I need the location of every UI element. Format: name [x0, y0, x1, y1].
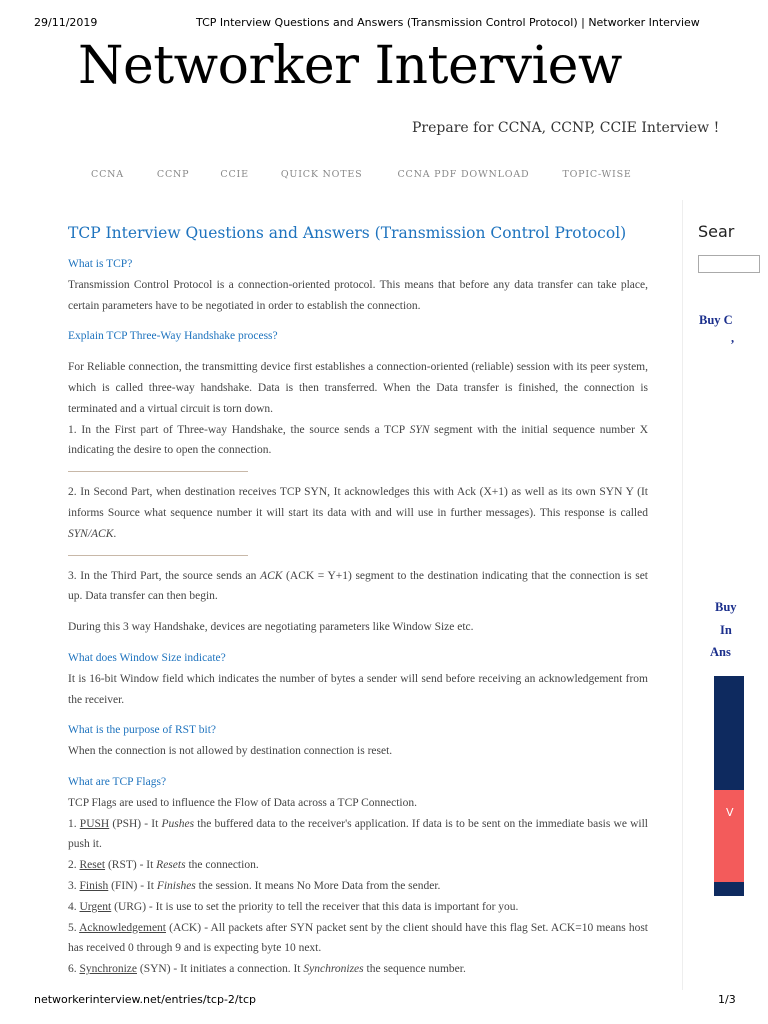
sidebar-buy-link-cont[interactable]: , — [731, 331, 735, 345]
sidebar-book-link-line3[interactable]: Ans — [710, 645, 731, 659]
divider — [68, 555, 248, 556]
flag-item: 5. Acknowledgement (ACK) - All packets after SYN packet sent by the client should have this flag Set. ACK=10 means host has received 0 through 9 and is expecting byte 10 next. — [68, 921, 648, 955]
search-input[interactable] — [698, 255, 760, 273]
nav-item-quick-notes[interactable]: QUICK NOTES — [280, 169, 363, 180]
sidebar-book-link[interactable]: Buy — [715, 600, 737, 614]
sidebar-ad-banner[interactable] — [714, 676, 744, 896]
sidebar-book-link-line2[interactable]: In — [720, 623, 732, 637]
flag-item: 2. Reset (RST) - It Resets the connection. — [68, 859, 259, 872]
flag-item: 6. Synchronize (SYN) - It initiates a connection. It Synchronizes the sequence number. — [68, 963, 466, 976]
question-window-size: What does Window Size indicate? — [68, 651, 226, 664]
nav-item-ccie[interactable]: CCIE — [220, 169, 249, 180]
nav-item-ccna-pdf-download[interactable]: CCNA PDF DOWNLOAD — [397, 169, 530, 180]
answer-rst-bit: When the connection is not allowed by destination connection is reset. — [68, 745, 393, 758]
print-page-number: 1/3 — [718, 993, 736, 1006]
question-three-way-handshake: Explain TCP Three-Way Handshake process? — [68, 330, 278, 343]
handshake-note: During this 3 way Handshake, devices are negotiating parameters like Window Size etc. — [68, 621, 474, 634]
search-heading: Sear — [698, 222, 735, 241]
question-what-is-tcp: What is TCP? — [68, 258, 133, 270]
print-date: 29/11/2019 — [34, 16, 98, 29]
nav-item-ccnp[interactable]: CCNP — [156, 169, 190, 180]
sidebar-buy-link[interactable]: Buy C — [699, 313, 733, 327]
nav-item-ccna[interactable]: CCNA — [91, 169, 124, 180]
sidebar — [683, 200, 768, 990]
flag-item: 3. Finish (FIN) - It Finishes the session. It means No More Data from the sender. — [68, 879, 441, 892]
flag-item: 4. Urgent (URG) - It is use to set the priority to tell the receiver that this data is important for you. — [68, 900, 519, 913]
flag-item: 1. PUSH (PSH) - It Pushes the buffered data to the receiver's application. If data is to be sent on the immediate basis we will push it. — [68, 817, 648, 851]
nav-item-topic-wise[interactable]: TOPIC-WISE — [562, 169, 632, 180]
answer-three-way-handshake: For Reliable connection, the transmitting device first establishes a connection-oriented (reliable) session with its peer system, which is called three-way handshake. Data is then transferred. When the Data transfer is finished, the connection is terminated and a virtual circuit is torn down. — [68, 361, 648, 415]
answer-tcp-flags: TCP Flags are used to influence the Flow of Data across a TCP Connection. — [68, 796, 417, 809]
handshake-step-3: 3. In the Third Part, the source sends an ACK (ACK = Y+1) segment to the destination indicating that the connection is set up. Data transfer can then begin. — [68, 569, 648, 603]
article — [68, 222, 648, 980]
article-title[interactable]: TCP Interview Questions and Answers (Transmission Control Protocol) — [68, 224, 627, 242]
ad-highlight — [714, 790, 744, 882]
print-url: networkerinterview.net/entries/tcp-2/tcp — [34, 993, 256, 1006]
site-title[interactable]: Networker Interview — [78, 36, 622, 96]
main-nav — [91, 169, 632, 180]
handshake-step-2: 2. In Second Part, when destination receives TCP SYN, It acknowledges this with Ack (X+1) as well as its own SYN Y (It informs Source what sequence number it will start its data with and will use in further messages). This response is called SYN/ACK. — [68, 486, 648, 540]
answer-what-is-tcp: Transmission Control Protocol is a connection-oriented protocol. This means that before any data transfer can take place, certain parameters have to be negotiated in order to establish the connection. — [68, 278, 648, 312]
question-rst-bit: What is the purpose of RST bit? — [68, 724, 216, 737]
site-tagline: Prepare for CCNA, CCNP, CCIE Interview ! — [412, 120, 720, 136]
print-doc-title: TCP Interview Questions and Answers (Transmission Control Protocol) | Networker Interview — [196, 16, 700, 29]
divider — [68, 471, 248, 472]
handshake-step-1: 1. In the First part of Three-way Handshake, the source sends a TCP SYN segment with the initial sequence number X indicating the desire to open the connection. — [68, 423, 649, 457]
question-tcp-flags: What are TCP Flags? — [68, 775, 167, 788]
answer-window-size: It is 16-bit Window field which indicates the number of bytes a sender will send before receiving an acknowledgement from the receiver. — [68, 672, 648, 706]
ad-text: V — [726, 806, 734, 819]
